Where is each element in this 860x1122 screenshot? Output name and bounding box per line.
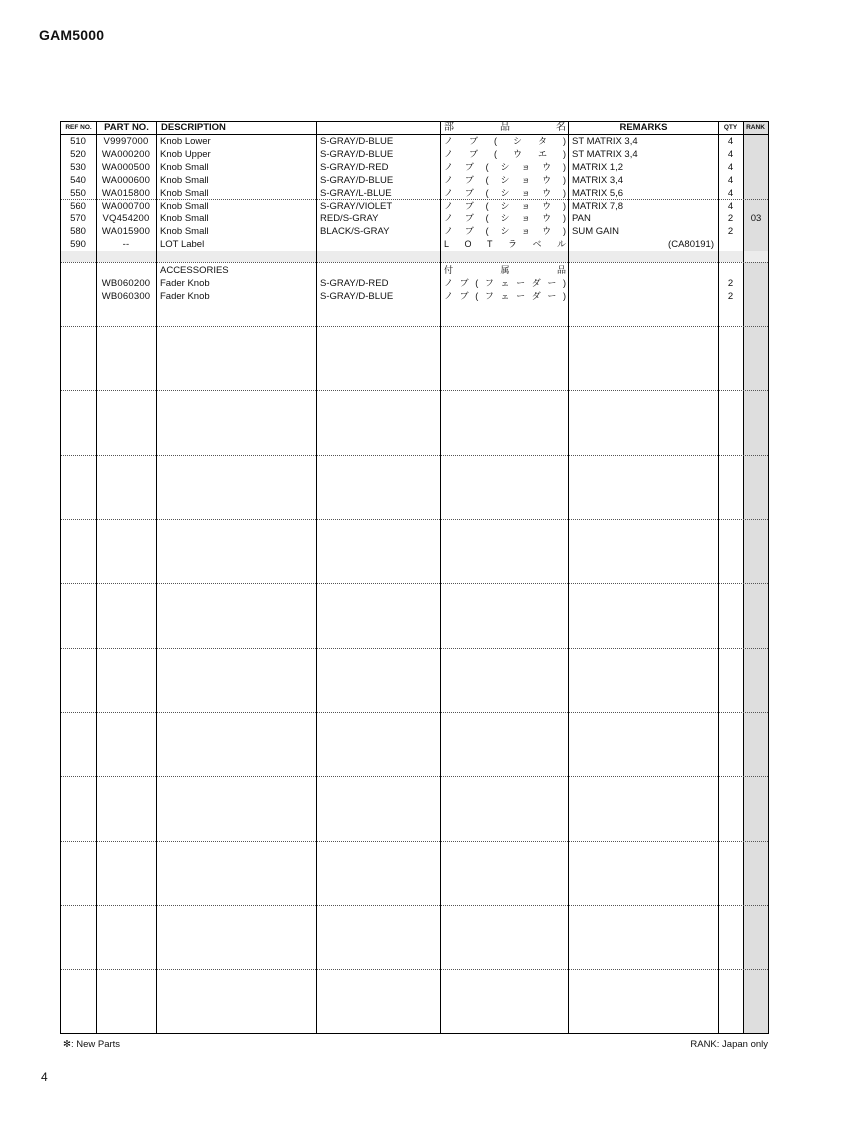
jp-char: シ <box>500 226 510 237</box>
qty-cell: 4 <box>727 174 734 186</box>
table-row <box>61 161 768 174</box>
japanese-name-cell <box>444 225 566 238</box>
part-no-cell: -- <box>122 239 130 251</box>
jp-char: ェ <box>500 277 510 288</box>
jp-char: シ <box>500 213 510 224</box>
jp-char: ( <box>485 200 489 211</box>
description-cell: ACCESSORIES <box>160 265 229 276</box>
description-cell: Knob Lower <box>160 136 211 147</box>
header-rank: RANK <box>746 124 765 131</box>
rank-cell <box>744 251 768 264</box>
description-cell <box>160 251 315 264</box>
color-cell: S-GRAY/D-BLUE <box>320 136 394 147</box>
qty-cell <box>719 264 742 277</box>
jp-char: ( <box>485 187 489 198</box>
jp-char: 付 <box>444 265 454 275</box>
header-jp-char: 品 <box>500 122 510 133</box>
header-jp-char: 部 <box>444 122 454 133</box>
jp-char: ) <box>562 213 566 224</box>
table-row <box>61 174 768 187</box>
remarks-cell: MATRIX 3,4 <box>572 174 624 186</box>
part-no-cell <box>97 251 155 264</box>
table-row <box>61 212 768 225</box>
jp-char: ブ <box>464 200 474 211</box>
rank-cell <box>744 174 768 187</box>
jp-char: ( <box>494 136 497 146</box>
color-cell: S-GRAY/VIOLET <box>320 200 393 212</box>
table-row <box>61 225 768 238</box>
description-cell: Knob Small <box>160 187 209 199</box>
header-jp-char: 名 <box>556 122 566 133</box>
description-cell: Knob Small <box>160 161 209 173</box>
remarks-cell <box>572 277 714 290</box>
table-row <box>61 277 768 290</box>
row-divider <box>61 841 768 842</box>
jp-char: ダ <box>531 290 541 301</box>
model-title: GAM5000 <box>39 27 105 43</box>
jp-char: シ <box>500 174 510 185</box>
rank-cell <box>744 238 768 251</box>
row-divider <box>61 519 768 520</box>
jp-char: ノ <box>444 161 454 172</box>
jp-char: ブ <box>459 277 469 288</box>
row-divider <box>61 326 768 327</box>
color-cell: S-GRAY/D-RED <box>320 161 389 173</box>
header-remarks: REMARKS <box>619 122 668 133</box>
part-no-cell <box>97 264 155 277</box>
new-parts-note: ✻: New Parts <box>63 1039 121 1050</box>
description-cell: Knob Small <box>160 213 209 225</box>
row-divider <box>61 390 768 391</box>
color-cell: S-GRAY/D-BLUE <box>320 290 394 302</box>
part-no-cell: WA015800 <box>101 187 151 199</box>
jp-char: シ <box>500 200 510 211</box>
qty-cell: 4 <box>727 200 734 212</box>
jp-char: ) <box>562 290 566 301</box>
jp-char: シ <box>512 136 522 146</box>
remarks-cell: SUM GAIN <box>572 226 619 238</box>
ref-no-cell: 570 <box>70 213 86 225</box>
table-row <box>61 264 768 277</box>
qty-cell: 2 <box>727 290 734 302</box>
remarks-cell <box>572 251 714 264</box>
qty-cell <box>719 251 742 264</box>
jp-char: ( <box>485 174 489 185</box>
color-cell: S-GRAY/D-BLUE <box>320 148 394 160</box>
rank-cell <box>744 277 768 290</box>
jp-char: ( <box>485 213 489 224</box>
ref-no-cell: 530 <box>70 161 86 173</box>
table-row <box>61 251 768 264</box>
qty-cell: 4 <box>727 161 734 173</box>
color-cell <box>320 264 438 277</box>
row-divider <box>61 455 768 456</box>
jp-char: T <box>487 239 493 250</box>
jp-char: ノ <box>444 187 454 198</box>
row-divider <box>61 648 768 649</box>
rank-cell <box>744 200 768 213</box>
japanese-name-cell <box>444 212 566 225</box>
color-cell: S-GRAY/D-BLUE <box>320 174 394 186</box>
rank-cell <box>744 135 768 148</box>
page-number: 4 <box>41 1070 48 1084</box>
jp-char: ) <box>562 174 566 185</box>
ref-no-cell <box>61 251 95 264</box>
ref-no-cell: 560 <box>70 200 86 212</box>
remarks-cell: MATRIX 1,2 <box>572 161 624 173</box>
qty-cell: 4 <box>727 136 734 147</box>
part-no-cell: VQ454200 <box>102 213 150 225</box>
table-row <box>61 148 768 161</box>
jp-char: ウ <box>542 187 552 198</box>
table-row <box>61 290 768 303</box>
jp-char: ョ <box>521 174 531 185</box>
remarks-cell: ST MATRIX 3,4 <box>572 148 638 160</box>
rank-cell <box>744 264 768 277</box>
jp-char: ョ <box>521 187 531 198</box>
jp-char: ) <box>562 148 566 159</box>
part-no-cell: V9997000 <box>103 136 149 147</box>
jp-char: 品 <box>556 265 566 275</box>
description-cell: Fader Knob <box>160 290 210 302</box>
jp-char: ブ <box>464 213 474 224</box>
part-no-cell: WA000700 <box>101 200 151 212</box>
jp-char: ) <box>562 277 566 288</box>
jp-char: ) <box>562 200 566 211</box>
jp-char: ェ <box>500 290 510 301</box>
row-divider <box>61 776 768 777</box>
header-qty: QTY <box>723 124 738 131</box>
jp-char: ( <box>475 277 479 288</box>
japanese-name-cell <box>444 187 566 200</box>
jp-char: ブ <box>459 290 469 301</box>
part-no-cell: WA000600 <box>101 174 151 186</box>
jp-char: ウ <box>542 226 552 237</box>
ref-no-cell: 580 <box>70 226 86 238</box>
jp-char: ノ <box>444 148 454 159</box>
jp-char: ブ <box>464 226 474 237</box>
jp-char: ( <box>485 226 489 237</box>
japanese-name-cell <box>444 277 566 290</box>
remarks-cell: MATRIX 5,6 <box>572 187 624 199</box>
jp-char: ー <box>516 290 526 301</box>
rank-cell <box>744 290 768 303</box>
jp-char: ベ <box>532 239 542 250</box>
jp-char: タ <box>537 136 547 146</box>
jp-char: ラ <box>507 239 517 250</box>
color-cell: S-GRAY/D-RED <box>320 277 389 289</box>
jp-char: ル <box>556 239 566 250</box>
jp-char: ) <box>562 136 566 146</box>
jp-char: フ <box>484 277 494 288</box>
jp-char: 属 <box>500 265 510 275</box>
description-cell: Knob Upper <box>160 148 211 160</box>
description-cell: Knob Small <box>160 174 209 186</box>
jp-char: ブ <box>464 187 474 198</box>
qty-cell: 4 <box>727 187 734 199</box>
jp-char: フ <box>484 290 494 301</box>
header-description: DESCRIPTION <box>161 122 226 133</box>
ref-no-cell <box>61 277 95 290</box>
qty-cell: 2 <box>727 277 734 289</box>
jp-char: ー <box>547 290 557 301</box>
remarks-cell: (CA80191) <box>668 239 714 251</box>
table-row <box>61 238 768 251</box>
remarks-cell <box>572 264 714 277</box>
row-divider <box>61 712 768 713</box>
jp-char: ブ <box>464 174 474 185</box>
part-no-cell: WB060300 <box>101 290 151 302</box>
jp-char: ブ <box>469 136 479 146</box>
row-divider <box>61 969 768 970</box>
japanese-name-cell <box>444 148 566 161</box>
jp-char: O <box>464 239 472 250</box>
jp-char: ョ <box>521 226 531 237</box>
table-row <box>61 200 768 213</box>
qty-cell: 4 <box>727 148 734 160</box>
japanese-name-cell <box>444 200 566 213</box>
row-divider <box>61 905 768 906</box>
part-no-cell: WA000500 <box>101 161 151 173</box>
table-row <box>61 187 768 200</box>
jp-char: ョ <box>521 200 531 211</box>
description-cell: Knob Small <box>160 226 209 238</box>
jp-char: ノ <box>444 174 454 185</box>
jp-char: ノ <box>444 290 454 301</box>
jp-char: ) <box>562 226 566 237</box>
japanese-name-cell <box>444 174 566 187</box>
jp-char: ウ <box>512 148 522 159</box>
jp-char: シ <box>500 161 510 172</box>
ref-no-cell: 590 <box>70 239 86 251</box>
jp-char: ブ <box>464 161 474 172</box>
ref-no-cell: 520 <box>70 148 86 160</box>
japanese-name-cell <box>444 264 566 277</box>
rank-cell <box>744 225 768 238</box>
part-no-cell: WA000200 <box>101 148 151 160</box>
jp-char: ノ <box>444 226 454 237</box>
row-divider <box>61 583 768 584</box>
jp-char: ノ <box>444 200 454 211</box>
japanese-name-cell <box>444 251 566 264</box>
header-ref-no: REF NO. <box>65 124 92 131</box>
jp-char: ( <box>494 148 497 159</box>
jp-char: ) <box>562 187 566 198</box>
rank-cell <box>744 187 768 200</box>
description-cell: LOT Label <box>160 239 205 251</box>
part-no-cell: WA015900 <box>101 226 151 238</box>
color-cell: RED/S-GRAY <box>320 213 379 225</box>
header-japanese-name <box>444 122 566 134</box>
jp-char: ノ <box>444 136 454 146</box>
ref-no-cell: 540 <box>70 174 86 186</box>
jp-char: ダ <box>531 277 541 288</box>
ref-no-cell <box>61 264 95 277</box>
remarks-cell: MATRIX 7,8 <box>572 200 624 212</box>
color-cell <box>320 238 438 251</box>
jp-char: シ <box>500 187 510 198</box>
color-cell: BLACK/S-GRAY <box>320 226 390 238</box>
rank-note: RANK: Japan only <box>690 1039 768 1050</box>
jp-char: ノ <box>444 213 454 224</box>
jp-char: ー <box>547 277 557 288</box>
rank-cell: 03 <box>750 213 762 225</box>
jp-char: ョ <box>521 161 531 172</box>
jp-char: ブ <box>469 148 479 159</box>
qty-cell <box>719 238 742 251</box>
jp-char: ウ <box>542 200 552 211</box>
remarks-cell: ST MATRIX 3,4 <box>572 136 638 147</box>
parts-list-table <box>60 121 769 1034</box>
jp-char: L <box>444 239 450 250</box>
header-part-no: PART NO. <box>104 122 149 133</box>
description-cell: Fader Knob <box>160 277 210 289</box>
jp-char: ( <box>485 161 489 172</box>
jp-char: エ <box>537 148 547 159</box>
remarks-cell: PAN <box>572 213 591 225</box>
japanese-name-cell <box>444 135 566 148</box>
ref-no-cell: 510 <box>70 136 86 147</box>
remarks-cell <box>572 290 714 303</box>
color-cell: S-GRAY/L-BLUE <box>320 187 392 199</box>
qty-cell: 2 <box>727 213 734 225</box>
japanese-name-cell <box>444 290 566 303</box>
jp-char: ウ <box>542 174 552 185</box>
qty-cell: 2 <box>727 226 734 238</box>
japanese-name-cell <box>444 238 566 251</box>
table-row <box>61 135 768 148</box>
description-cell: Knob Small <box>160 200 209 212</box>
jp-char: ウ <box>542 161 552 172</box>
color-cell <box>320 251 438 264</box>
jp-char: ) <box>562 161 566 172</box>
rank-cell <box>744 148 768 161</box>
ref-no-cell <box>61 290 95 303</box>
japanese-name-cell <box>444 161 566 174</box>
jp-char: ( <box>475 290 479 301</box>
ref-no-cell: 550 <box>70 187 86 199</box>
jp-char: ー <box>516 277 526 288</box>
rank-cell <box>744 161 768 174</box>
part-no-cell: WB060200 <box>101 277 151 289</box>
jp-char: ョ <box>521 213 531 224</box>
jp-char: ウ <box>542 213 552 224</box>
jp-char: ノ <box>444 277 454 288</box>
